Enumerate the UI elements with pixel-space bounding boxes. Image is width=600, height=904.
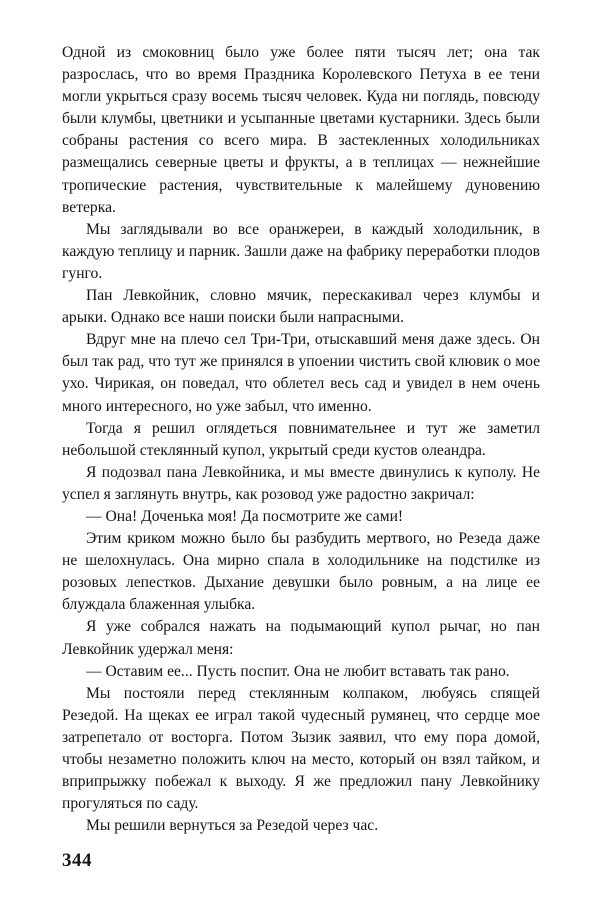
paragraph-7: — Она! Доченька моя! Да посмотрите же сами! bbox=[86, 507, 404, 525]
paragraph-4: Вдруг мне на плечо сел Три-Три, отыскавший меня даже здесь. Он был так рад, что тут же принялся в упоении чистить свой клювик о мое ухо. Чирикая, он поведал, что облетел весь сад и увидел в нем очень много интересного, но уже забыл, что именно. bbox=[62, 331, 540, 415]
paragraph-5: Тогда я решил оглядеться повнимательнее и тут же заметил небольшой стеклянный купол, укрытый среди кустов олеандра. bbox=[62, 419, 540, 459]
paragraph-1: Одной из смоковниц было уже более пяти тысяч лет; она так разрослась, что во время Праздника Королевского Петуха в ее тени могли укрыться сразу восемь тысяч человек. Куда ни поглядь, повсюду были клумбы, цветники и усыпанные цветами кустарники. Здесь были собраны растения со всего мира. В застекленных холодильниках размещались северные цветы и фрукты, а в теплицах — нежнейшие тропические растения, чувствительные к малейшему дуновению ветерка. bbox=[62, 44, 540, 216]
paragraph-8: Этим криком можно было бы разбудить мертвого, но Резеда даже не шелохнулась. Она мирно спала в холодильнике на подстилке из розовых лепестков. Дыхание девушки было ровным, а на лице ее блуждала блаженная улыбка. bbox=[62, 530, 540, 614]
paragraph-11: Мы постояли перед стеклянным колпаком, любуясь спящей Резедой. На щеках ее играл такой чудесный румянец, что сердце мое затрепетало от восторга. Потом Зызик заявил, что ему пора домой, чтобы незаметно положить ключ на место, который он взял тайком, и вприпрыжку побежал к выходу. Я же предложил пану Левкойнику прогуляться по саду. bbox=[62, 684, 540, 813]
paragraph-3: Пан Левкойник, словно мячик, перескакивал через клумбы и арыки. Однако все наши поиски были напрасными. bbox=[62, 287, 540, 327]
page-number: 344 bbox=[62, 850, 92, 871]
paragraph-12: Мы решили вернуться за Резедой через час. bbox=[86, 817, 379, 835]
body-text bbox=[62, 42, 540, 837]
paragraph-10: — Оставим ее... Пусть поспит. Она не любит вставать так рано. bbox=[86, 662, 510, 680]
paragraph-9: Я уже собрался нажать на подымающий купол рычаг, но пан Левкойник удержал меня: bbox=[62, 618, 540, 658]
paragraph-6: Я подозвал пана Левкойника, и мы вместе двинулись к куполу. Не успел я заглянуть внутрь, как розовод уже радостно закричал: bbox=[62, 463, 540, 503]
paragraph-2: Мы заглядывали во все оранжереи, в каждый холодильник, в каждую теплицу и парник. Зашли даже на фабрику переработки плодов гунго. bbox=[62, 220, 540, 282]
